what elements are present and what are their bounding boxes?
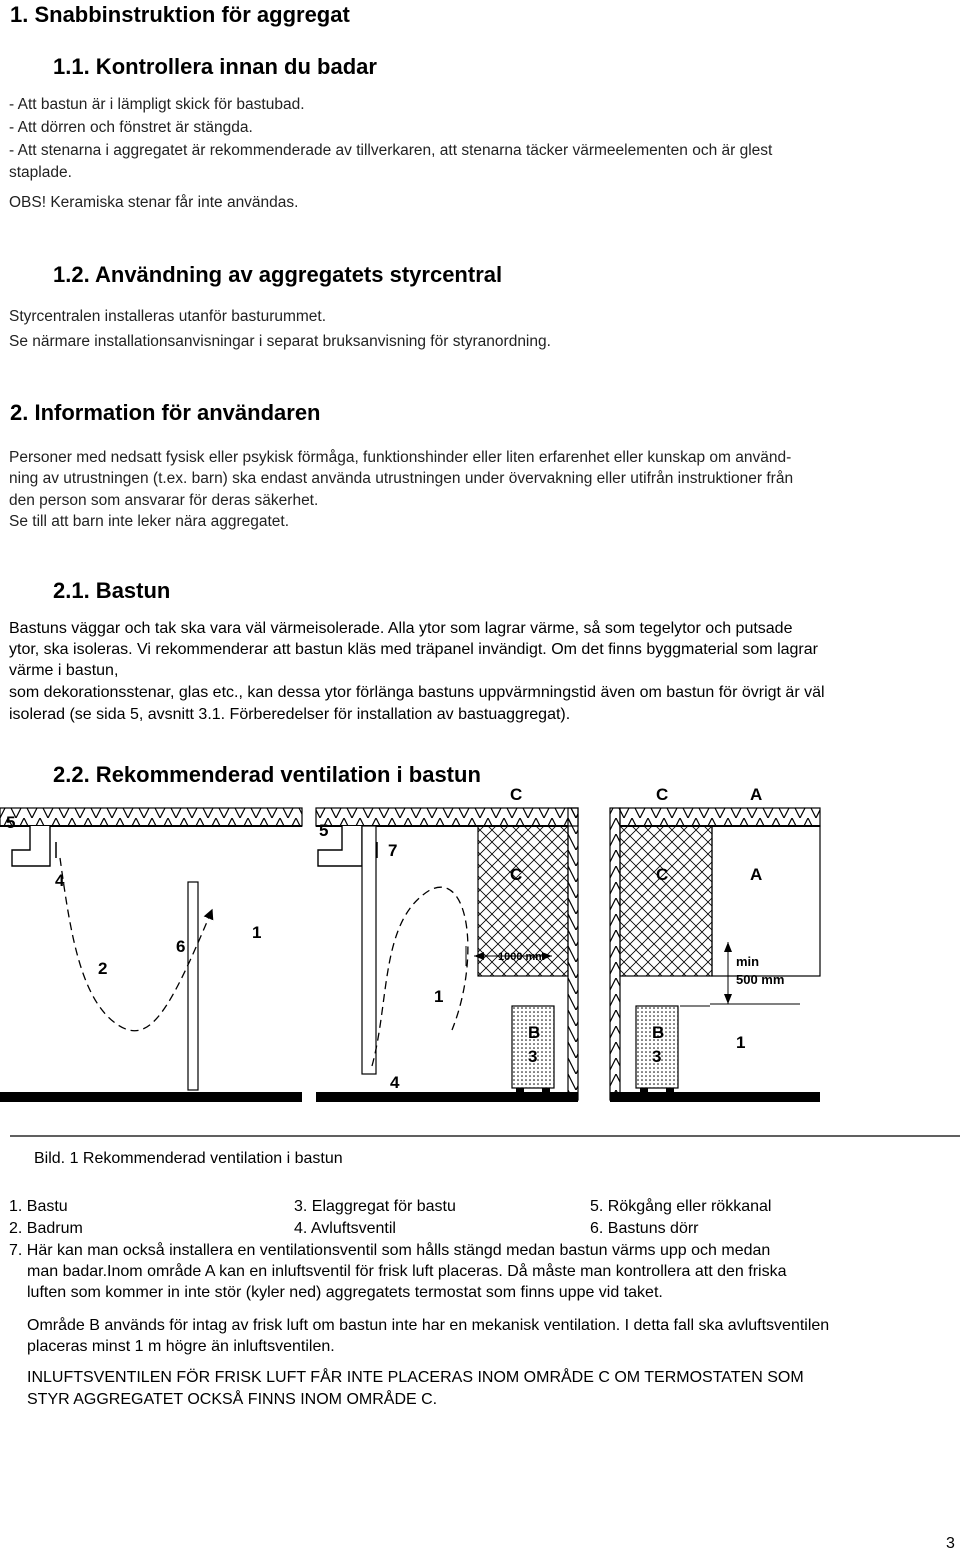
obs-note: OBS! Keramiska stenar får inte användas. xyxy=(9,194,299,211)
label-1: 1 xyxy=(736,1033,746,1052)
ceiling-insulation xyxy=(0,808,302,826)
paragraph-line: den person som ansvarar för deras säkerhet. xyxy=(9,492,319,509)
warning-note: STYR AGGREGATET OCKSÅ FINNS INOM OMRÅDE C. xyxy=(27,1391,438,1408)
paragraph-line: Styrcentralen installeras utanför basturummet. xyxy=(9,308,327,325)
label-3: 3 xyxy=(528,1047,538,1066)
section-1-2-title: 1.2. Användning av aggregatets styrcentral xyxy=(53,262,503,287)
label-c: C xyxy=(510,785,523,804)
section-2-1-title: 2.1. Bastun xyxy=(53,578,171,603)
label-b: B xyxy=(652,1023,665,1042)
paragraph-line: Personer med nedsatt fysisk eller psykisk förmåga, funktionshinder eller liten erfarenhet eller kunskap om använd- xyxy=(9,449,792,466)
note-area-b: Område B används för intag av frisk luft om bastun inte har en mekanisk ventilation. I detta fall ska avluftsventilen xyxy=(27,1317,830,1334)
label-1: 1 xyxy=(252,923,262,942)
section-1-1-title: 1.1. Kontrollera innan du badar xyxy=(53,54,377,79)
ventilation-figure xyxy=(0,770,960,1140)
section-2-title: 2. Information för användaren xyxy=(10,400,321,425)
flue-channel xyxy=(12,826,50,866)
label-c: C xyxy=(656,865,669,884)
paragraph-line: värme i bastun, xyxy=(9,662,119,679)
sauna-door xyxy=(188,882,198,1090)
legend-item: 3. Elaggregat för bastu xyxy=(294,1198,456,1215)
label-6: 6 xyxy=(176,937,186,956)
paragraph-line: isolerad (se sida 5, avsnitt 3.1. Förberedelser för installation av bastuaggregat). xyxy=(9,706,571,723)
label-5: 5 xyxy=(6,813,16,832)
note-7: 7. Här kan man också installera en ventilationsventil som hålls stängd medan bastun värms upp och medan xyxy=(9,1242,771,1259)
airflow-arrow xyxy=(60,858,212,1031)
label-4: 4 xyxy=(390,1073,400,1092)
checklist-item: - Att stenarna i aggregatet är rekommenderade av tillverkaren, att stenarna täcker värmeelementen och är glest xyxy=(9,142,773,159)
label-a: A xyxy=(750,785,763,804)
warning-note: INLUFTSVENTILEN FÖR FRISK LUFT FÅR INTE PLACERAS INOM OMRÅDE C OM TERMOSTATEN SOM xyxy=(27,1369,804,1386)
legend-item: 6. Bastuns dörr xyxy=(590,1220,699,1237)
figure-caption: Bild. 1 Rekommenderad ventilation i bastun xyxy=(34,1150,343,1167)
checklist-item: - Att dörren och fönstret är stängda. xyxy=(9,119,253,136)
paragraph-line: Se till att barn inte leker nära aggregatet. xyxy=(9,513,290,530)
label-1: 1 xyxy=(434,987,444,1006)
figure-panel-1 xyxy=(0,808,302,1102)
legend-item: 1. Bastu xyxy=(9,1198,68,1215)
label-b: B xyxy=(528,1023,541,1042)
section-1-title: 1. Snabbinstruktion för aggregat xyxy=(10,2,350,27)
dimension-1000mm: 1000 mm xyxy=(498,951,546,963)
dimension-min: min xyxy=(736,954,760,969)
label-5: 5 xyxy=(319,821,329,840)
paragraph-line: Se närmare installationsanvisningar i separat bruksanvisning för styranordning. xyxy=(9,333,551,350)
area-c xyxy=(620,826,712,976)
label-3: 3 xyxy=(652,1047,662,1066)
airflow-arrow xyxy=(372,887,468,1066)
label-4: 4 xyxy=(55,871,65,890)
label-c: C xyxy=(656,785,669,804)
paragraph-line: Bastuns väggar och tak ska vara väl värmeisolerade. Alla ytor som lagrar värme, så som tegelytor och putsade xyxy=(9,620,793,637)
label-2: 2 xyxy=(98,959,108,978)
note-7: luften som kommer in inte stör (kyler ned) aggregatets termostat som finns uppe vid taket. xyxy=(27,1284,663,1301)
legend-item: 4. Avluftsventil xyxy=(294,1220,396,1237)
note-area-b: placeras minst 1 m högre än inluftsventilen. xyxy=(27,1338,335,1355)
exhaust-channel xyxy=(362,826,376,1074)
legend-item: 5. Rökgång eller rökkanal xyxy=(590,1198,772,1215)
checklist-item: - Att bastun är i lämpligt skick för bastubad. xyxy=(9,96,305,113)
dimension-500mm: 500 mm xyxy=(736,972,785,987)
wall-insulation xyxy=(610,808,620,1100)
figure-panel-3 xyxy=(610,785,820,1102)
label-a: A xyxy=(750,865,763,884)
paragraph-line: ning av utrustningen (t.ex. barn) ska endast använda utrustningen under övervakning eller utifrån instruktioner från xyxy=(9,470,794,487)
paragraph-line: ytor, ska isoleras. Vi rekommenderar att bastun kläs med träpanel invändigt. Om det finns byggmaterial som lagrar xyxy=(9,641,818,658)
wall-insulation xyxy=(568,808,578,1100)
label-7: 7 xyxy=(388,841,398,860)
section-2-2-title: 2.2. Rekommenderad ventilation i bastun xyxy=(53,762,481,787)
paragraph-line: som dekorationsstenar, glas etc., kan dessa ytor förlänga bastuns uppvärmningstid även om bastun för övrigt är väl xyxy=(9,684,825,701)
page-number: 3 xyxy=(946,1535,955,1552)
figure-panel-2 xyxy=(316,785,578,1102)
label-c: C xyxy=(510,865,523,884)
legend-item: 2. Badrum xyxy=(9,1220,83,1237)
checklist-item: staplade. xyxy=(9,164,72,181)
floor xyxy=(0,1092,302,1102)
note-7: man badar.Inom område A kan en inluftsventil för frisk luft placeras. Då måste man kontrollera att den friska xyxy=(27,1263,787,1280)
